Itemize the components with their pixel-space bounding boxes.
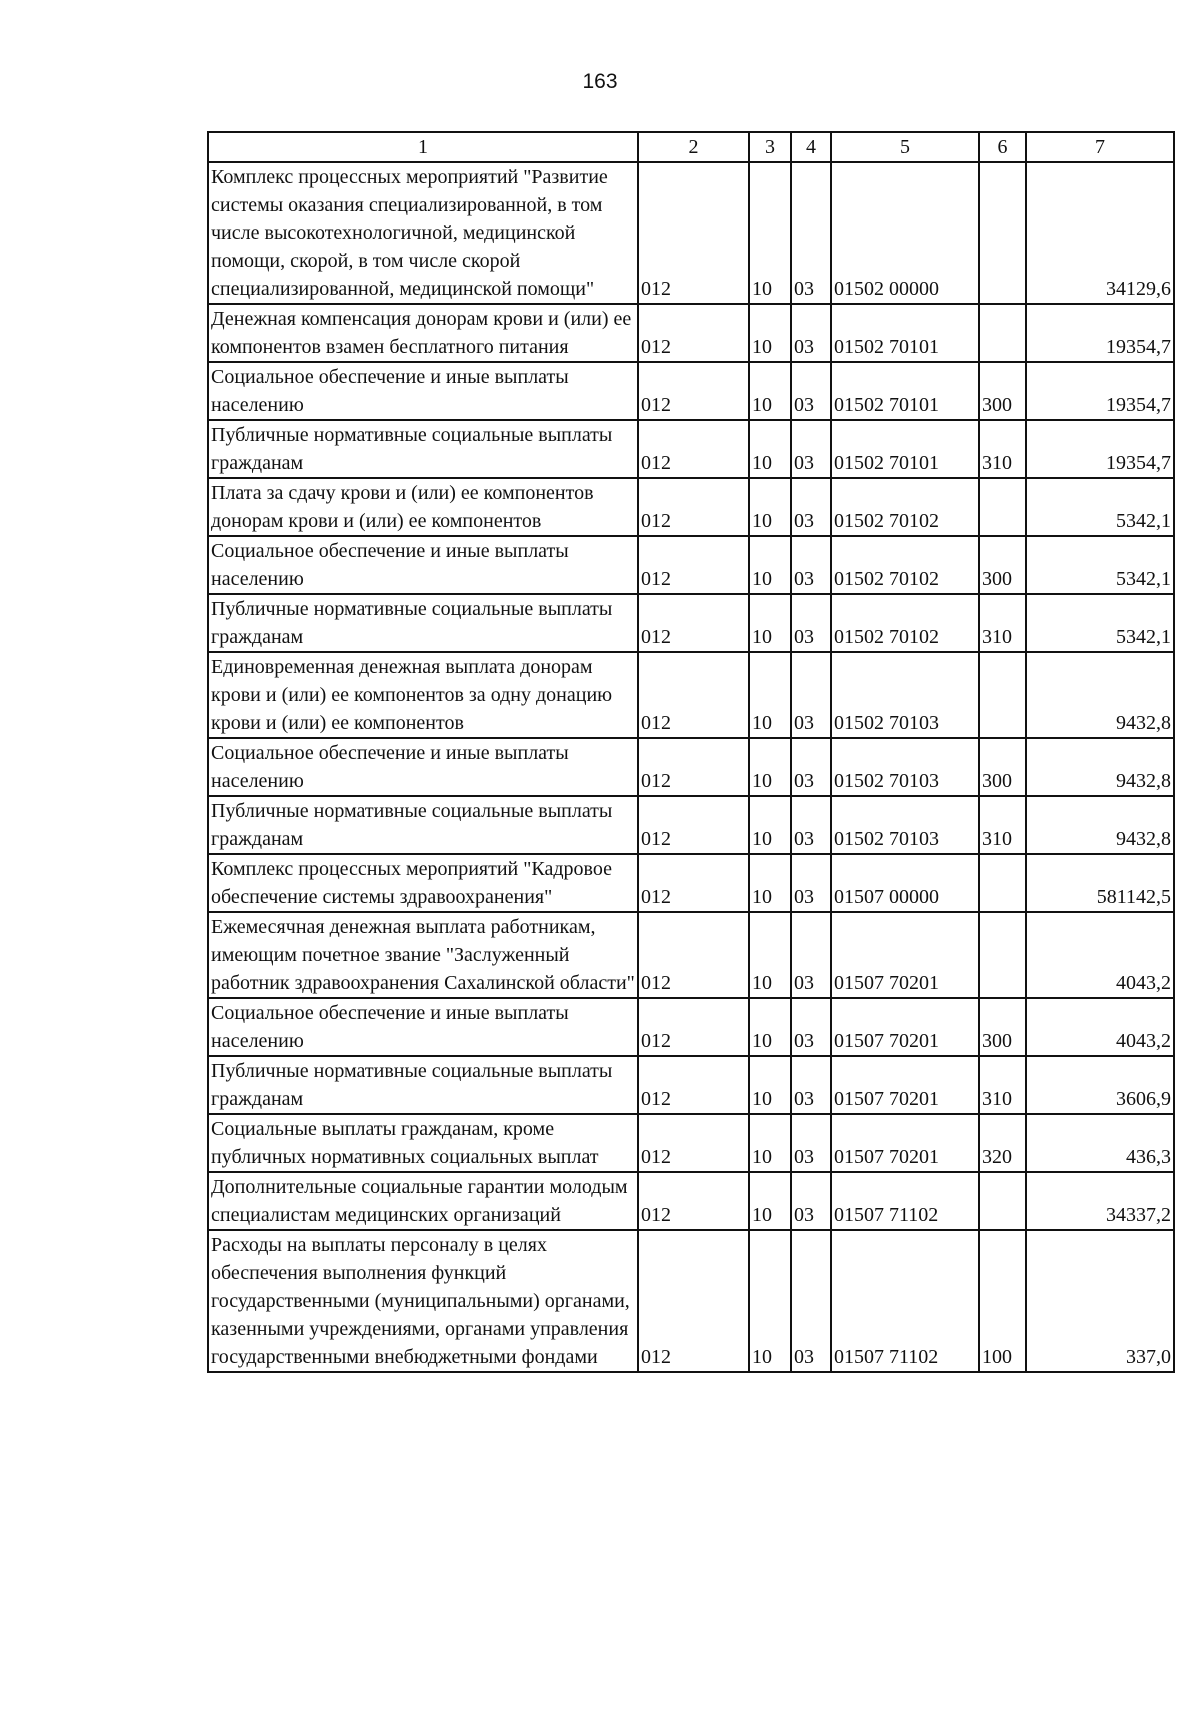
row-amount-cell: 581142,5 xyxy=(1026,854,1174,912)
row-expense-type-cell: 300 xyxy=(979,362,1026,420)
row-expense-type-cell xyxy=(979,652,1026,738)
table-body xyxy=(208,162,1174,1372)
row-name-cell: Расходы на выплаты персоналу в целях обеспечения выполнения функций государственными (муниципальными) органами, казенными учреждениями, органами управления государственными внебюджетными фондами xyxy=(208,1230,638,1372)
row-grbs-cell: 012 xyxy=(638,796,749,854)
header-row xyxy=(208,132,1174,162)
row-grbs-cell: 012 xyxy=(638,854,749,912)
row-amount-cell: 5342,1 xyxy=(1026,478,1174,536)
table-row xyxy=(208,478,1174,536)
row-name-cell: Публичные нормативные социальные выплаты гражданам xyxy=(208,420,638,478)
row-subsection-cell: 03 xyxy=(791,998,831,1056)
header-cell: 1 xyxy=(208,132,638,162)
row-section-cell: 10 xyxy=(749,162,791,304)
row-amount-cell: 19354,7 xyxy=(1026,304,1174,362)
table-row xyxy=(208,912,1174,998)
page-number: 163 xyxy=(582,70,618,93)
table-row xyxy=(208,1114,1174,1172)
row-subsection-cell: 03 xyxy=(791,1114,831,1172)
row-grbs-cell: 012 xyxy=(638,1230,749,1372)
row-name-cell: Публичные нормативные социальные выплаты гражданам xyxy=(208,796,638,854)
row-amount-cell: 3606,9 xyxy=(1026,1056,1174,1114)
table-row xyxy=(208,162,1174,304)
row-target-article-cell: 01502 70101 xyxy=(831,362,979,420)
table-row xyxy=(208,1056,1174,1114)
row-subsection-cell: 03 xyxy=(791,162,831,304)
row-grbs-cell: 012 xyxy=(638,362,749,420)
row-section-cell: 10 xyxy=(749,362,791,420)
row-name-cell: Ежемесячная денежная выплата работникам, имеющим почетное звание "Заслуженный работник здравоохранения Сахалинской области" xyxy=(208,912,638,998)
header-cell: 4 xyxy=(791,132,831,162)
row-target-article-cell: 01507 00000 xyxy=(831,854,979,912)
row-amount-cell: 34129,6 xyxy=(1026,162,1174,304)
row-expense-type-cell: 100 xyxy=(979,1230,1026,1372)
row-target-article-cell: 01502 00000 xyxy=(831,162,979,304)
row-subsection-cell: 03 xyxy=(791,738,831,796)
row-name-cell: Социальное обеспечение и иные выплаты населению xyxy=(208,536,638,594)
table-row xyxy=(208,652,1174,738)
row-expense-type-cell: 300 xyxy=(979,738,1026,796)
row-expense-type-cell xyxy=(979,912,1026,998)
row-amount-cell: 337,0 xyxy=(1026,1230,1174,1372)
row-grbs-cell: 012 xyxy=(638,1056,749,1114)
row-expense-type-cell: 310 xyxy=(979,594,1026,652)
table-row xyxy=(208,362,1174,420)
row-section-cell: 10 xyxy=(749,1230,791,1372)
table-row xyxy=(208,420,1174,478)
row-name-cell: Комплекс процессных мероприятий "Развитие системы оказания специализированной, в том числе высокотехнологичной, медицинской помощи, скорой, в том числе скорой специализированной, медицинской помощи" xyxy=(208,162,638,304)
table-row xyxy=(208,594,1174,652)
row-section-cell: 10 xyxy=(749,304,791,362)
row-grbs-cell: 012 xyxy=(638,1114,749,1172)
table-row xyxy=(208,1230,1174,1372)
row-grbs-cell: 012 xyxy=(638,478,749,536)
row-section-cell: 10 xyxy=(749,478,791,536)
table-row xyxy=(208,1172,1174,1230)
row-section-cell: 10 xyxy=(749,1056,791,1114)
row-expense-type-cell: 300 xyxy=(979,536,1026,594)
row-target-article-cell: 01507 70201 xyxy=(831,1056,979,1114)
row-name-cell: Единовременная денежная выплата донорам крови и (или) ее компонентов за одну донацию крови и (или) ее компонентов xyxy=(208,652,638,738)
table-row xyxy=(208,796,1174,854)
row-target-article-cell: 01507 70201 xyxy=(831,998,979,1056)
row-amount-cell: 9432,8 xyxy=(1026,738,1174,796)
row-grbs-cell: 012 xyxy=(638,652,749,738)
row-section-cell: 10 xyxy=(749,1114,791,1172)
row-amount-cell: 34337,2 xyxy=(1026,1172,1174,1230)
row-grbs-cell: 012 xyxy=(638,912,749,998)
row-grbs-cell: 012 xyxy=(638,738,749,796)
row-section-cell: 10 xyxy=(749,796,791,854)
row-amount-cell: 4043,2 xyxy=(1026,912,1174,998)
row-expense-type-cell xyxy=(979,854,1026,912)
row-section-cell: 10 xyxy=(749,998,791,1056)
row-name-cell: Публичные нормативные социальные выплаты гражданам xyxy=(208,1056,638,1114)
row-subsection-cell: 03 xyxy=(791,1056,831,1114)
row-subsection-cell: 03 xyxy=(791,652,831,738)
table-row xyxy=(208,304,1174,362)
row-subsection-cell: 03 xyxy=(791,854,831,912)
row-grbs-cell: 012 xyxy=(638,162,749,304)
row-target-article-cell: 01502 70101 xyxy=(831,420,979,478)
row-amount-cell: 5342,1 xyxy=(1026,594,1174,652)
row-name-cell: Социальные выплаты гражданам, кроме публичных нормативных социальных выплат xyxy=(208,1114,638,1172)
row-amount-cell: 9432,8 xyxy=(1026,796,1174,854)
table-row xyxy=(208,998,1174,1056)
row-subsection-cell: 03 xyxy=(791,796,831,854)
row-subsection-cell: 03 xyxy=(791,912,831,998)
row-expense-type-cell xyxy=(979,304,1026,362)
row-section-cell: 10 xyxy=(749,912,791,998)
row-grbs-cell: 012 xyxy=(638,536,749,594)
row-section-cell: 10 xyxy=(749,594,791,652)
header-cell: 7 xyxy=(1026,132,1174,162)
header-cell: 6 xyxy=(979,132,1026,162)
row-target-article-cell: 01502 70102 xyxy=(831,536,979,594)
row-target-article-cell: 01507 71102 xyxy=(831,1230,979,1372)
row-expense-type-cell: 310 xyxy=(979,1056,1026,1114)
row-target-article-cell: 01502 70102 xyxy=(831,478,979,536)
row-target-article-cell: 01502 70103 xyxy=(831,738,979,796)
row-subsection-cell: 03 xyxy=(791,362,831,420)
row-target-article-cell: 01502 70103 xyxy=(831,796,979,854)
header-cell: 2 xyxy=(638,132,749,162)
row-grbs-cell: 012 xyxy=(638,998,749,1056)
row-amount-cell: 19354,7 xyxy=(1026,362,1174,420)
row-grbs-cell: 012 xyxy=(638,594,749,652)
row-grbs-cell: 012 xyxy=(638,1172,749,1230)
row-target-article-cell: 01502 70102 xyxy=(831,594,979,652)
row-name-cell: Плата за сдачу крови и (или) ее компонентов донорам крови и (или) ее компонентов xyxy=(208,478,638,536)
row-name-cell: Комплекс процессных мероприятий "Кадровое обеспечение системы здравоохранения" xyxy=(208,854,638,912)
row-name-cell: Социальное обеспечение и иные выплаты населению xyxy=(208,362,638,420)
row-amount-cell: 9432,8 xyxy=(1026,652,1174,738)
row-section-cell: 10 xyxy=(749,854,791,912)
row-section-cell: 10 xyxy=(749,536,791,594)
row-subsection-cell: 03 xyxy=(791,1230,831,1372)
row-expense-type-cell xyxy=(979,162,1026,304)
row-grbs-cell: 012 xyxy=(638,304,749,362)
row-subsection-cell: 03 xyxy=(791,420,831,478)
row-name-cell: Публичные нормативные социальные выплаты гражданам xyxy=(208,594,638,652)
row-amount-cell: 436,3 xyxy=(1026,1114,1174,1172)
row-name-cell: Денежная компенсация донорам крови и (или) ее компонентов взамен бесплатного питания xyxy=(208,304,638,362)
row-section-cell: 10 xyxy=(749,738,791,796)
row-target-article-cell: 01507 70201 xyxy=(831,1114,979,1172)
row-target-article-cell: 01502 70101 xyxy=(831,304,979,362)
row-expense-type-cell xyxy=(979,1172,1026,1230)
row-name-cell: Дополнительные социальные гарантии молодым специалистам медицинских организаций xyxy=(208,1172,638,1230)
row-subsection-cell: 03 xyxy=(791,304,831,362)
table-row xyxy=(208,738,1174,796)
row-amount-cell: 4043,2 xyxy=(1026,998,1174,1056)
row-target-article-cell: 01502 70103 xyxy=(831,652,979,738)
row-target-article-cell: 01507 70201 xyxy=(831,912,979,998)
row-amount-cell: 19354,7 xyxy=(1026,420,1174,478)
table-row xyxy=(208,854,1174,912)
row-section-cell: 10 xyxy=(749,420,791,478)
row-grbs-cell: 012 xyxy=(638,420,749,478)
row-name-cell: Социальное обеспечение и иные выплаты населению xyxy=(208,738,638,796)
header-cell: 3 xyxy=(749,132,791,162)
row-section-cell: 10 xyxy=(749,652,791,738)
row-subsection-cell: 03 xyxy=(791,594,831,652)
row-expense-type-cell: 310 xyxy=(979,420,1026,478)
row-expense-type-cell: 310 xyxy=(979,796,1026,854)
row-subsection-cell: 03 xyxy=(791,536,831,594)
row-amount-cell: 5342,1 xyxy=(1026,536,1174,594)
row-subsection-cell: 03 xyxy=(791,1172,831,1230)
row-section-cell: 10 xyxy=(749,1172,791,1230)
row-subsection-cell: 03 xyxy=(791,478,831,536)
row-expense-type-cell: 320 xyxy=(979,1114,1026,1172)
budget-table xyxy=(207,131,1175,1373)
table-row xyxy=(208,536,1174,594)
row-name-cell: Социальное обеспечение и иные выплаты населению xyxy=(208,998,638,1056)
row-expense-type-cell: 300 xyxy=(979,998,1026,1056)
header-cell: 5 xyxy=(831,132,979,162)
row-expense-type-cell xyxy=(979,478,1026,536)
row-target-article-cell: 01507 71102 xyxy=(831,1172,979,1230)
